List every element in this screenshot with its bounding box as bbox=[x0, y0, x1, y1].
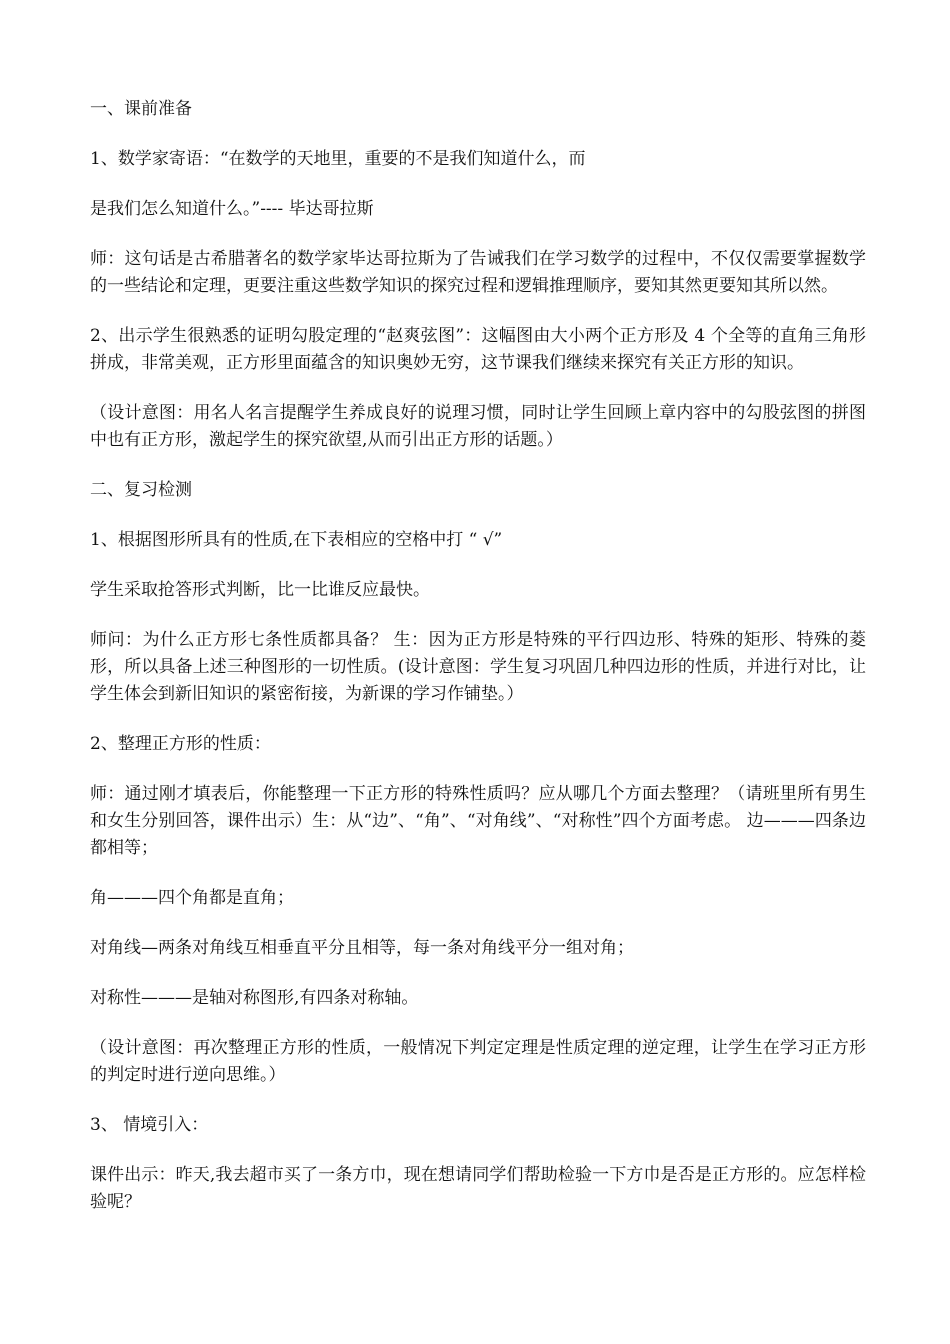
paragraph-quote-line-2: 是我们怎么知道什么。”---- 毕达哥拉斯 bbox=[90, 199, 374, 219]
paragraph-design-intent-1: （设计意图：用名人名言提醒学生养成良好的说理习惯，同时让学生回顾上章内容中的勾股弦图的拼图中也有正方形，激起学生的探究欲望,从而引出正方形的话题。） bbox=[90, 403, 866, 450]
document-page bbox=[90, 96, 866, 1239]
paragraph-diagonals: 对角线—两条对角线互相垂直平分且相等，每一条对角线平分一组对角； bbox=[90, 938, 634, 958]
paragraph-teacher-question: 师问：为什么正方形七条性质都具备？ 生：因为正方形是特殊的平行四边形、特殊的矩形、特殊的菱形，所以具备上述三种图形的一切性质。(设计意图：学生复习巩固几种四边形的性质，并进行对比，让学生体会到新旧知识的紧密衔接，为新课的学习作铺垫。） bbox=[90, 630, 866, 704]
paragraph-design-intent-2: （设计意图：再次整理正方形的性质，一般情况下判定定理是性质定理的逆定理，让学生在学习正方形的判定时进行逆向思维。） bbox=[90, 1038, 866, 1085]
paragraph-teacher-explanation: 师：这句话是古希腊著名的数学家毕达哥拉斯为了告诫我们在学习数学的过程中，不仅仅需要掌握数学的一些结论和定理，更要注重这些数学知识的探究过程和逻辑推理顺序，要知其然更要知其所以然。 bbox=[90, 249, 866, 296]
paragraph-organize-properties: 2、整理正方形的性质： bbox=[90, 734, 271, 754]
paragraph-zhao-shuang-figure: 2、出示学生很熟悉的证明勾股定理的“赵爽弦图”：这幅图由大小两个正方形及 4 个全等的直角三角形拼成，非常美观，正方形里面蕴含的知识奥妙无穷，这节课我们继续来探究有关正方形的知识。 bbox=[90, 326, 866, 373]
section-heading-2: 二、复习检测 bbox=[90, 480, 192, 500]
paragraph-quote-line-1: 1、数学家寄语：“在数学的天地里，重要的不是我们知道什么，而 bbox=[90, 149, 586, 169]
paragraph-teacher-organize: 师：通过刚才填表后，你能整理一下正方形的特殊性质吗？应从哪几个方面去整理？（请班里所有男生和女生分别回答，课件出示）生：从“边”、“角”、“对角线”、“对称性”四个方面考虑。 边———四条边都相等； bbox=[90, 784, 866, 858]
paragraph-table-instruction: 1、根据图形所具有的性质,在下表相应的空格中打 “ √” bbox=[90, 530, 503, 550]
paragraph-scenario-heading: 3、 情境引入： bbox=[90, 1115, 209, 1135]
paragraph-quick-answer: 学生采取抢答形式判断，比一比谁反应最快。 bbox=[90, 580, 430, 600]
section-heading-1: 一、课前准备 bbox=[90, 99, 192, 119]
paragraph-symmetry: 对称性———是轴对称图形,有四条对称轴。 bbox=[90, 988, 419, 1008]
paragraph-courseware: 课件出示：昨天,我去超市买了一条方巾，现在想请同学们帮助检验一下方巾是否是正方形的。应怎样检验呢？ bbox=[90, 1165, 866, 1212]
paragraph-angles: 角———四个角都是直角； bbox=[90, 888, 294, 908]
